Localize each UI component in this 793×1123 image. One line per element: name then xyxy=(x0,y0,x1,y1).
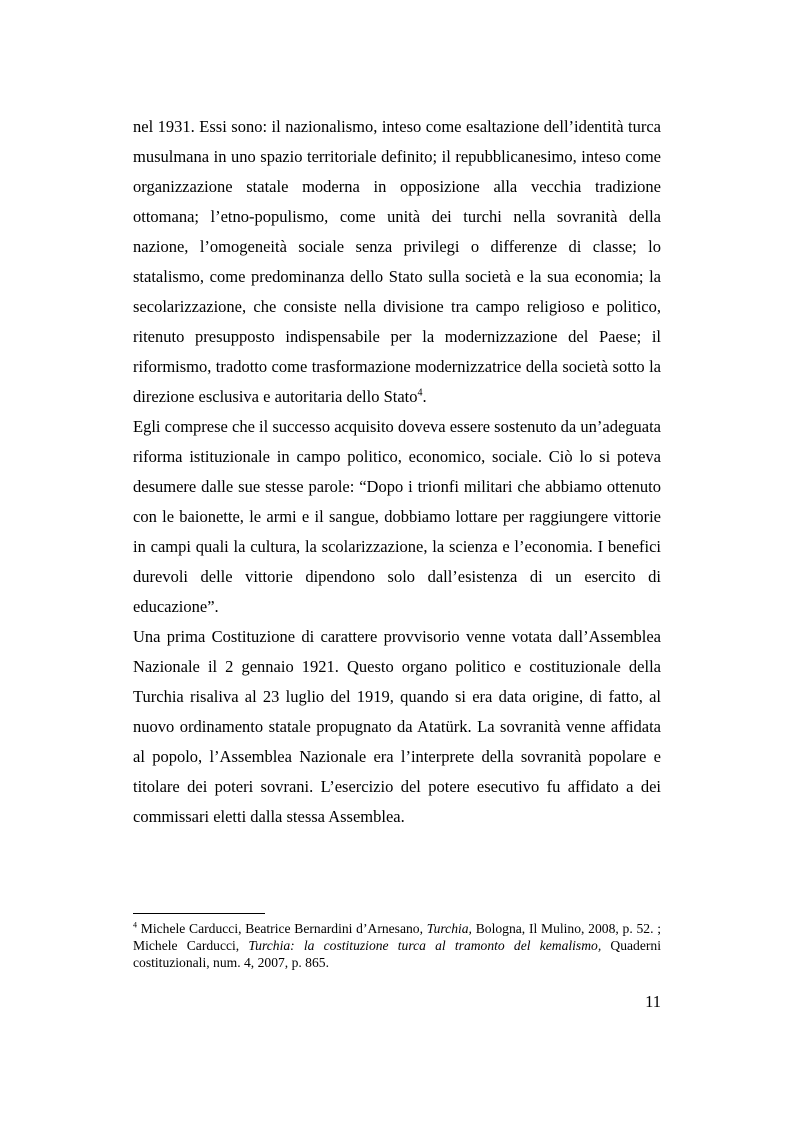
page-number: 11 xyxy=(645,992,661,1011)
footnote-number: 4 xyxy=(133,920,137,930)
footnote xyxy=(133,920,661,971)
footnote-title-2: Turchia: la costituzione turca al tramonto del kemalismo, xyxy=(248,938,602,953)
paragraph-1-end: . xyxy=(422,387,427,406)
body-text xyxy=(133,112,661,832)
footnote-part-2: Bologna, Il Mulino, 2008, p. 52. ; Michele Carducci, xyxy=(133,921,661,953)
paragraph-1-text: nel 1931. Essi sono: il nazionalismo, inteso come esaltazione dell’identità turca musulmana in uno spazio territoriale definito; il repubblicanesimo, inteso come organizzazione statale moderna in opposizione alla vecchia tradizione ottomana; l’etno-populismo, come unità dei turchi nella sovranità della nazione, l’omogeneità sociale senza privilegi o differenze di classe; lo statalismo, come predominanza dello Stato sulla società e la sua economia; la secolarizzazione, che consiste nella divisione tra campo religioso e politico, ritenuto presupposto indispensabile per la modernizzazione del Paese; il riformismo, tradotto come trasformazione modernizzatrice della società sotto la direzione esclusiva e autoritaria dello Stato xyxy=(133,117,661,406)
footnote-reference: 4 xyxy=(417,387,423,399)
paragraph-3: Una prima Costituzione di carattere provvisorio venne votata dall’Assemblea Nazionale il 2 gennaio 1921. Questo organo politico e costituzionale della Turchia risaliva al 23 luglio del 1919, quando si era data origine, di fatto, al nuovo ordinamento statale propugnato da Atatürk. La sovranità venne affidata al popolo, l’Assemblea Nazionale era l’interprete della sovranità popolare e titolare dei poteri sovrani. L’esercizio del potere esecutivo fu affidato a dei commissari eletti dalla stessa Assemblea. xyxy=(133,627,661,826)
footnote-title-1: Turchia, xyxy=(426,921,472,936)
footnote-separator xyxy=(133,913,265,914)
paragraph-1 xyxy=(133,112,661,412)
paragraph-2: Egli comprese che il successo acquisito doveva essere sostenuto da un’adeguata riforma istituzionale in campo politico, economico, sociale. Ciò lo si poteva desumere dalle sue stesse parole: “Dopo i trionfi militari che abbiamo ottenuto con le baionette, le armi e il sangue, dobbiamo lottare per raggiungere vittorie in campi quali la cultura, la scolarizzazione, la scienza e l’economia. I benefici durevoli delle vittorie dipendono solo dall’esistenza di un esercito di educazione”. xyxy=(133,417,661,616)
footnote-part-1: Michele Carducci, Beatrice Bernardini d’Arnesano, xyxy=(137,921,427,936)
footnote-part-3: Quaderni costituzionali, num. 4, 2007, p. 865. xyxy=(133,938,661,970)
